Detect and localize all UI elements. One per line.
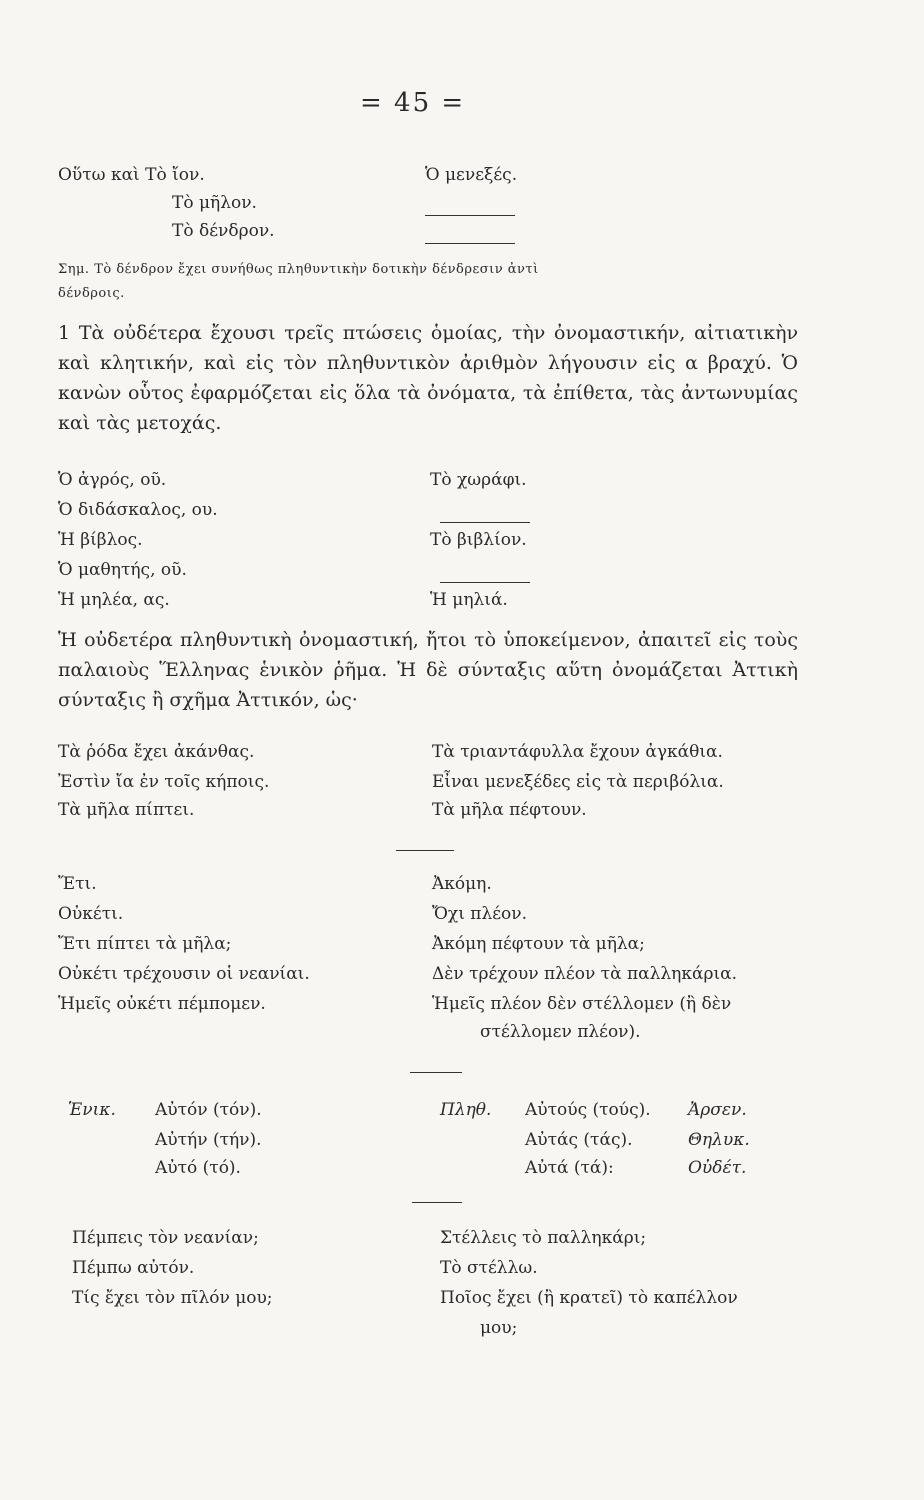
example-right: Εἶναι μενεξέδες εἰς τὰ περιβόλια. [432, 772, 724, 792]
word-line: Ὁ μενεξές. [425, 165, 518, 185]
example-left: Ἐστὶν ἴα ἐν τοῖς κήποις. [58, 772, 270, 792]
example-right: Στέλλεις τὸ παλληκάρι; [440, 1228, 647, 1248]
noun-left: Ἡ μηλέα, ας. [58, 590, 170, 610]
noun-right: Τὸ χωράφι. [430, 470, 527, 490]
noun-right: Τὸ βιβλίον. [430, 530, 527, 550]
gender-label: Ἀρσεν. [688, 1100, 747, 1120]
ditto-dash [425, 205, 515, 224]
noun-left: Ὁ μαθητής, οῦ. [58, 560, 187, 580]
ditto-dash [440, 572, 530, 591]
note-line: Σημ. Τὸ δένδρον ἔχει συνήθως πληθυντικὴν δοτικὴν δένδρεσιν ἀντὶ [58, 262, 539, 277]
example-right: Ἡμεῖς πλέον δὲν στέλλομεν (ἢ δὲν [432, 994, 732, 1014]
example-right: Ὄχι πλέον. [432, 904, 528, 924]
plural-form: Αὐτά (τά): [525, 1158, 614, 1178]
example-left: Πέμπεις τὸν νεανίαν; [72, 1228, 259, 1248]
singular-form: Αὐτήν (τήν). [155, 1130, 262, 1150]
section-divider [412, 1202, 462, 1203]
singular-label: Ἑνικ. [68, 1100, 116, 1120]
example-left: Οὐκέτι. [58, 904, 124, 924]
example-right: Τὰ μῆλα πέφτουν. [432, 800, 587, 820]
example-left: Ἔτι πίπτει τὰ μῆλα; [58, 934, 232, 954]
example-left: Ἔτι. [58, 874, 97, 894]
noun-right: Ἡ μηλιά. [430, 590, 508, 610]
example-left: Τὰ ῥόδα ἔχει ἀκάνθας. [58, 742, 255, 762]
example-right: στέλλομεν πλέον). [480, 1022, 641, 1042]
section-divider [410, 1072, 462, 1073]
noun-left: Ὁ ἀγρός, οῦ. [58, 470, 167, 490]
plural-form: Αὐτάς (τάς). [525, 1130, 633, 1150]
section-divider [396, 850, 454, 851]
example-left: Τὰ μῆλα πίπτει. [58, 800, 195, 820]
example-right: Τὰ τριαντάφυλλα ἔχουν ἀγκάθια. [432, 742, 723, 762]
singular-form: Αὐτόν (τόν). [155, 1100, 262, 1120]
example-right: Ποῖος ἔχει (ἢ κρατεῖ) τὸ καπέλλον [440, 1288, 738, 1308]
note-line: δένδροις. [58, 286, 125, 301]
example-right: Τὸ στέλλω. [440, 1258, 538, 1278]
word-line: Οὕτω καὶ Τὸ ἴον. [58, 165, 205, 185]
word-line: Τὸ μῆλον. [172, 193, 257, 213]
example-right: Ἀκόμη. [432, 874, 492, 894]
ditto-dash [440, 512, 530, 531]
singular-form: Αὐτό (τό). [155, 1158, 241, 1178]
example-left: Τίς ἔχει τὸν πῖλόν μου; [72, 1288, 273, 1308]
plural-form: Αὐτούς (τούς). [525, 1100, 651, 1120]
gender-label: Θηλυκ. [688, 1130, 750, 1150]
example-left: Πέμπω αὐτόν. [72, 1258, 195, 1278]
plural-label: Πληθ. [440, 1100, 492, 1120]
rule-paragraph: 1 Τὰ οὐδέτερα ἔχουσι τρεῖς πτώσεις ὁμοίας, τὴν ὀνομαστικήν, αἰτιατικὴν καὶ κλητικήν, καὶ εἰς τὸν πληθυντικὸν ἀριθμὸν λήγουσιν εἰς α βραχύ. Ὁ κανὼν οὗτος ἐφαρμόζεται εἰς ὅλα τὰ ὀνόματα, τὰ ἐπίθετα, τὰς ἀντωνυμίας καὶ τὰς μετοχάς. [58, 322, 798, 434]
example-right: Ἀκόμη πέφτουν τὰ μῆλα; [432, 934, 645, 954]
example-left: Οὐκέτι τρέχουσιν οἱ νεανίαι. [58, 964, 310, 984]
gender-label: Οὐδέτ. [688, 1158, 747, 1178]
example-right: Δὲν τρέχουν πλέον τὰ παλληκάρια. [432, 964, 738, 984]
word-line: Τὸ δένδρον. [172, 221, 275, 241]
attic-paragraph: Ἡ οὐδετέρα πληθυντικὴ ὀνομαστική, ἤτοι τὸ ὑποκείμενον, ἀπαιτεῖ εἰς τοὺς παλαιοὺς Ἕλληνας ἑνικὸν ῥῆμα. Ἡ δὲ σύνταξις αὕτη ὀνομάζεται Ἀττικὴ σύνταξις ἢ σχῆμα Ἀττικόν, ὡς· [58, 629, 798, 711]
page-number: = 45 = [360, 88, 466, 118]
ditto-dash [425, 233, 515, 252]
example-left: Ἡμεῖς οὐκέτι πέμπομεν. [58, 994, 266, 1014]
noun-left: Ἡ βίβλος. [58, 530, 143, 550]
noun-left: Ὁ διδάσκαλος, ου. [58, 500, 218, 520]
example-right: μου; [480, 1318, 518, 1338]
